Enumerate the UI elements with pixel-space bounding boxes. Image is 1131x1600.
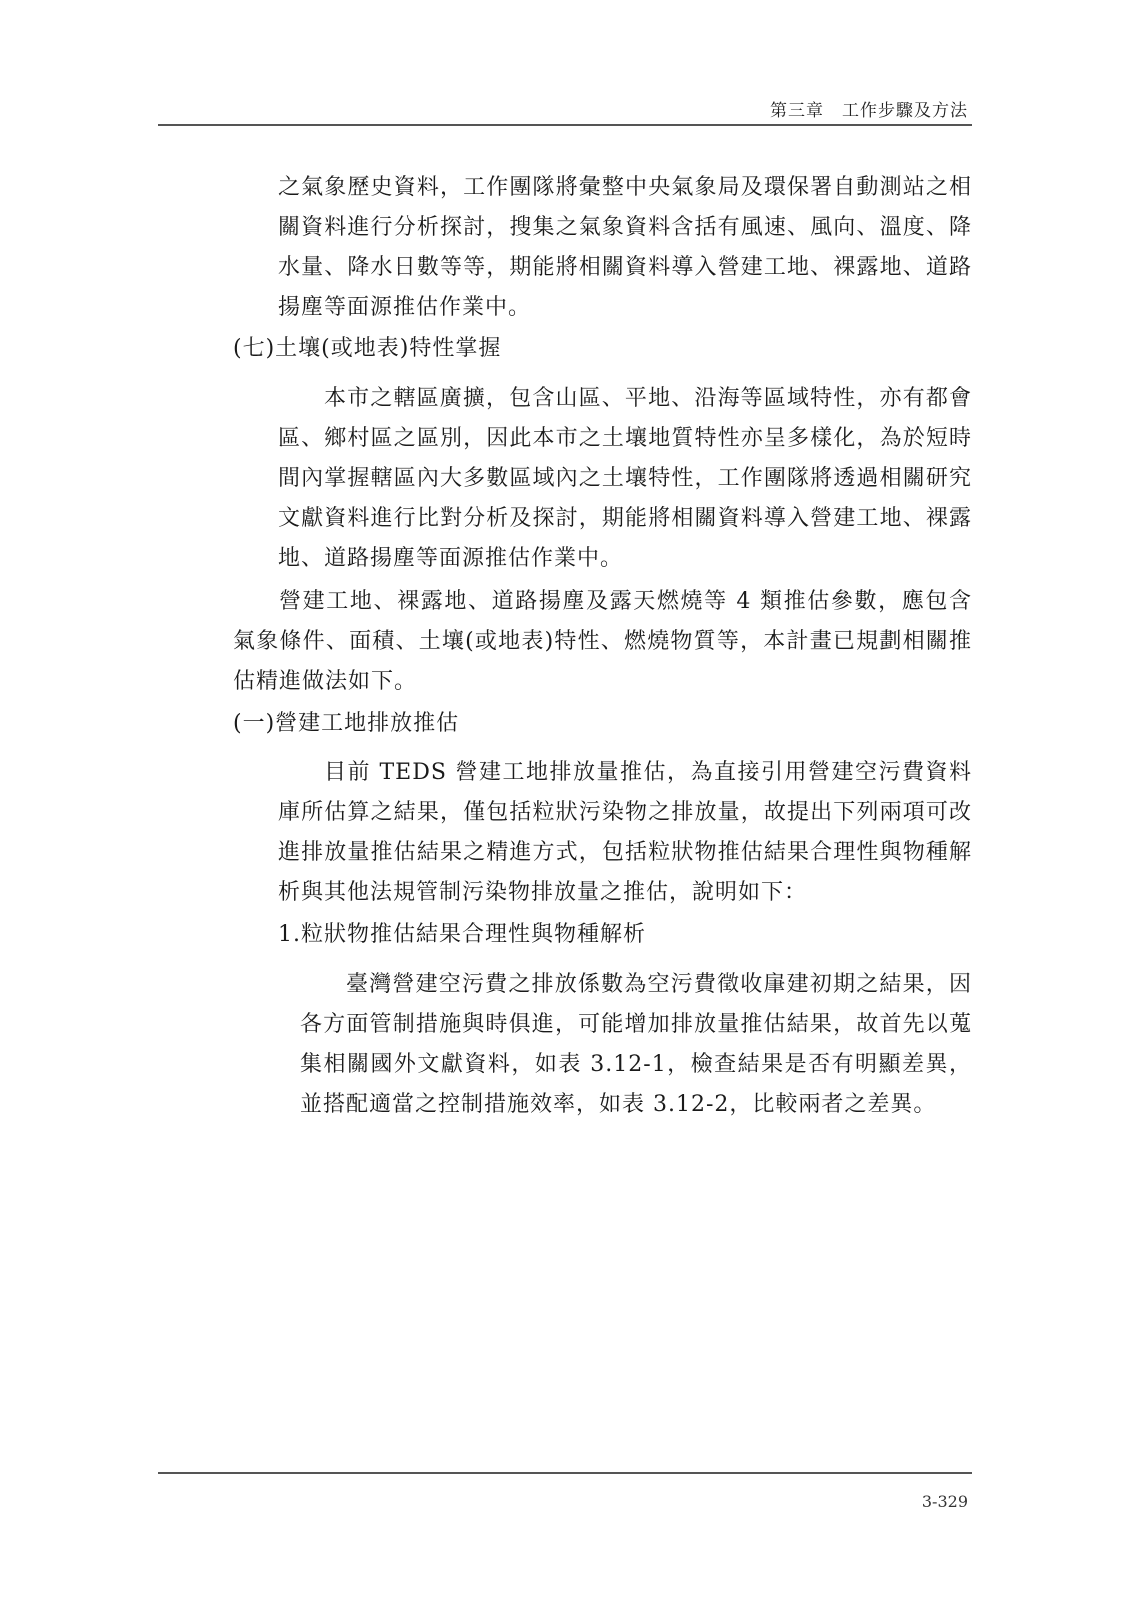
- running-header: 第三章 工作步驟及方法: [770, 101, 968, 121]
- paragraph-weather-data: 之氣象歷史資料，工作團隊將彙整中央氣象局及環保署自動測站之相關資料進行分析探討，搜集之氣象資料含括有風速、風向、溫度、降水量、降水日數等等，期能將相關資料導入營建工地、裸露地、道路揚塵等面源推估作業中。: [278, 175, 972, 320]
- section-heading-construction: (一)營建工地排放推估: [233, 711, 460, 736]
- header-divider: [158, 124, 972, 126]
- page-number: 3-329: [921, 1492, 968, 1511]
- paragraph-estimation-parameters: 營建工地、裸露地、道路揚塵及露天燃燒等 4 類推估參數，應包含氣象條件、面積、土壤(或地表)特性、燃燒物質等，本計畫已規劃相關推估精進做法如下。: [233, 589, 972, 694]
- paragraph-emission-factors: 臺灣營建空污費之排放係數為空污費徵收肁建初期之結果，因各方面管制措施與時俱進，可能增加排放量推估結果，故首先以蒐集相關國外文獻資料，如表 3.12-1，檢查結果是否有明顯差異，並搭配適當之控制措施效率，如表 3.12-2，比較兩者之差異。: [300, 972, 972, 1117]
- footer-divider: [158, 1472, 972, 1474]
- section-heading-soil: (七)土壤(或地表)特性掌握: [233, 336, 502, 361]
- subheading-particulate: 1.粒狀物推估結果合理性與物種解析: [278, 922, 646, 947]
- paragraph-teds-construction: 目前 TEDS 營建工地排放量推估，為直接引用營建空污費資料庫所估算之結果，僅包括粒狀污染物之排放量，故提出下列兩項可改進排放量推估結果之精進方式，包括粒狀物推估結果合理性與物種解析與其他法規管制污染物排放量之推估，說明如下：: [278, 760, 972, 905]
- paragraph-soil-characteristics: 本市之轄區廣擴，包含山區、平地、沿海等區域特性，亦有都會區、鄉村區之區別，因此本市之土壤地質特性亦呈多樣化，為於短時間內掌握轄區內大多數區域內之土壤特性，工作團隊將透過相關研究文獻資料進行比對分析及探討，期能將相關資料導入營建工地、裸露地、道路揚塵等面源推估作業中。: [278, 386, 972, 571]
